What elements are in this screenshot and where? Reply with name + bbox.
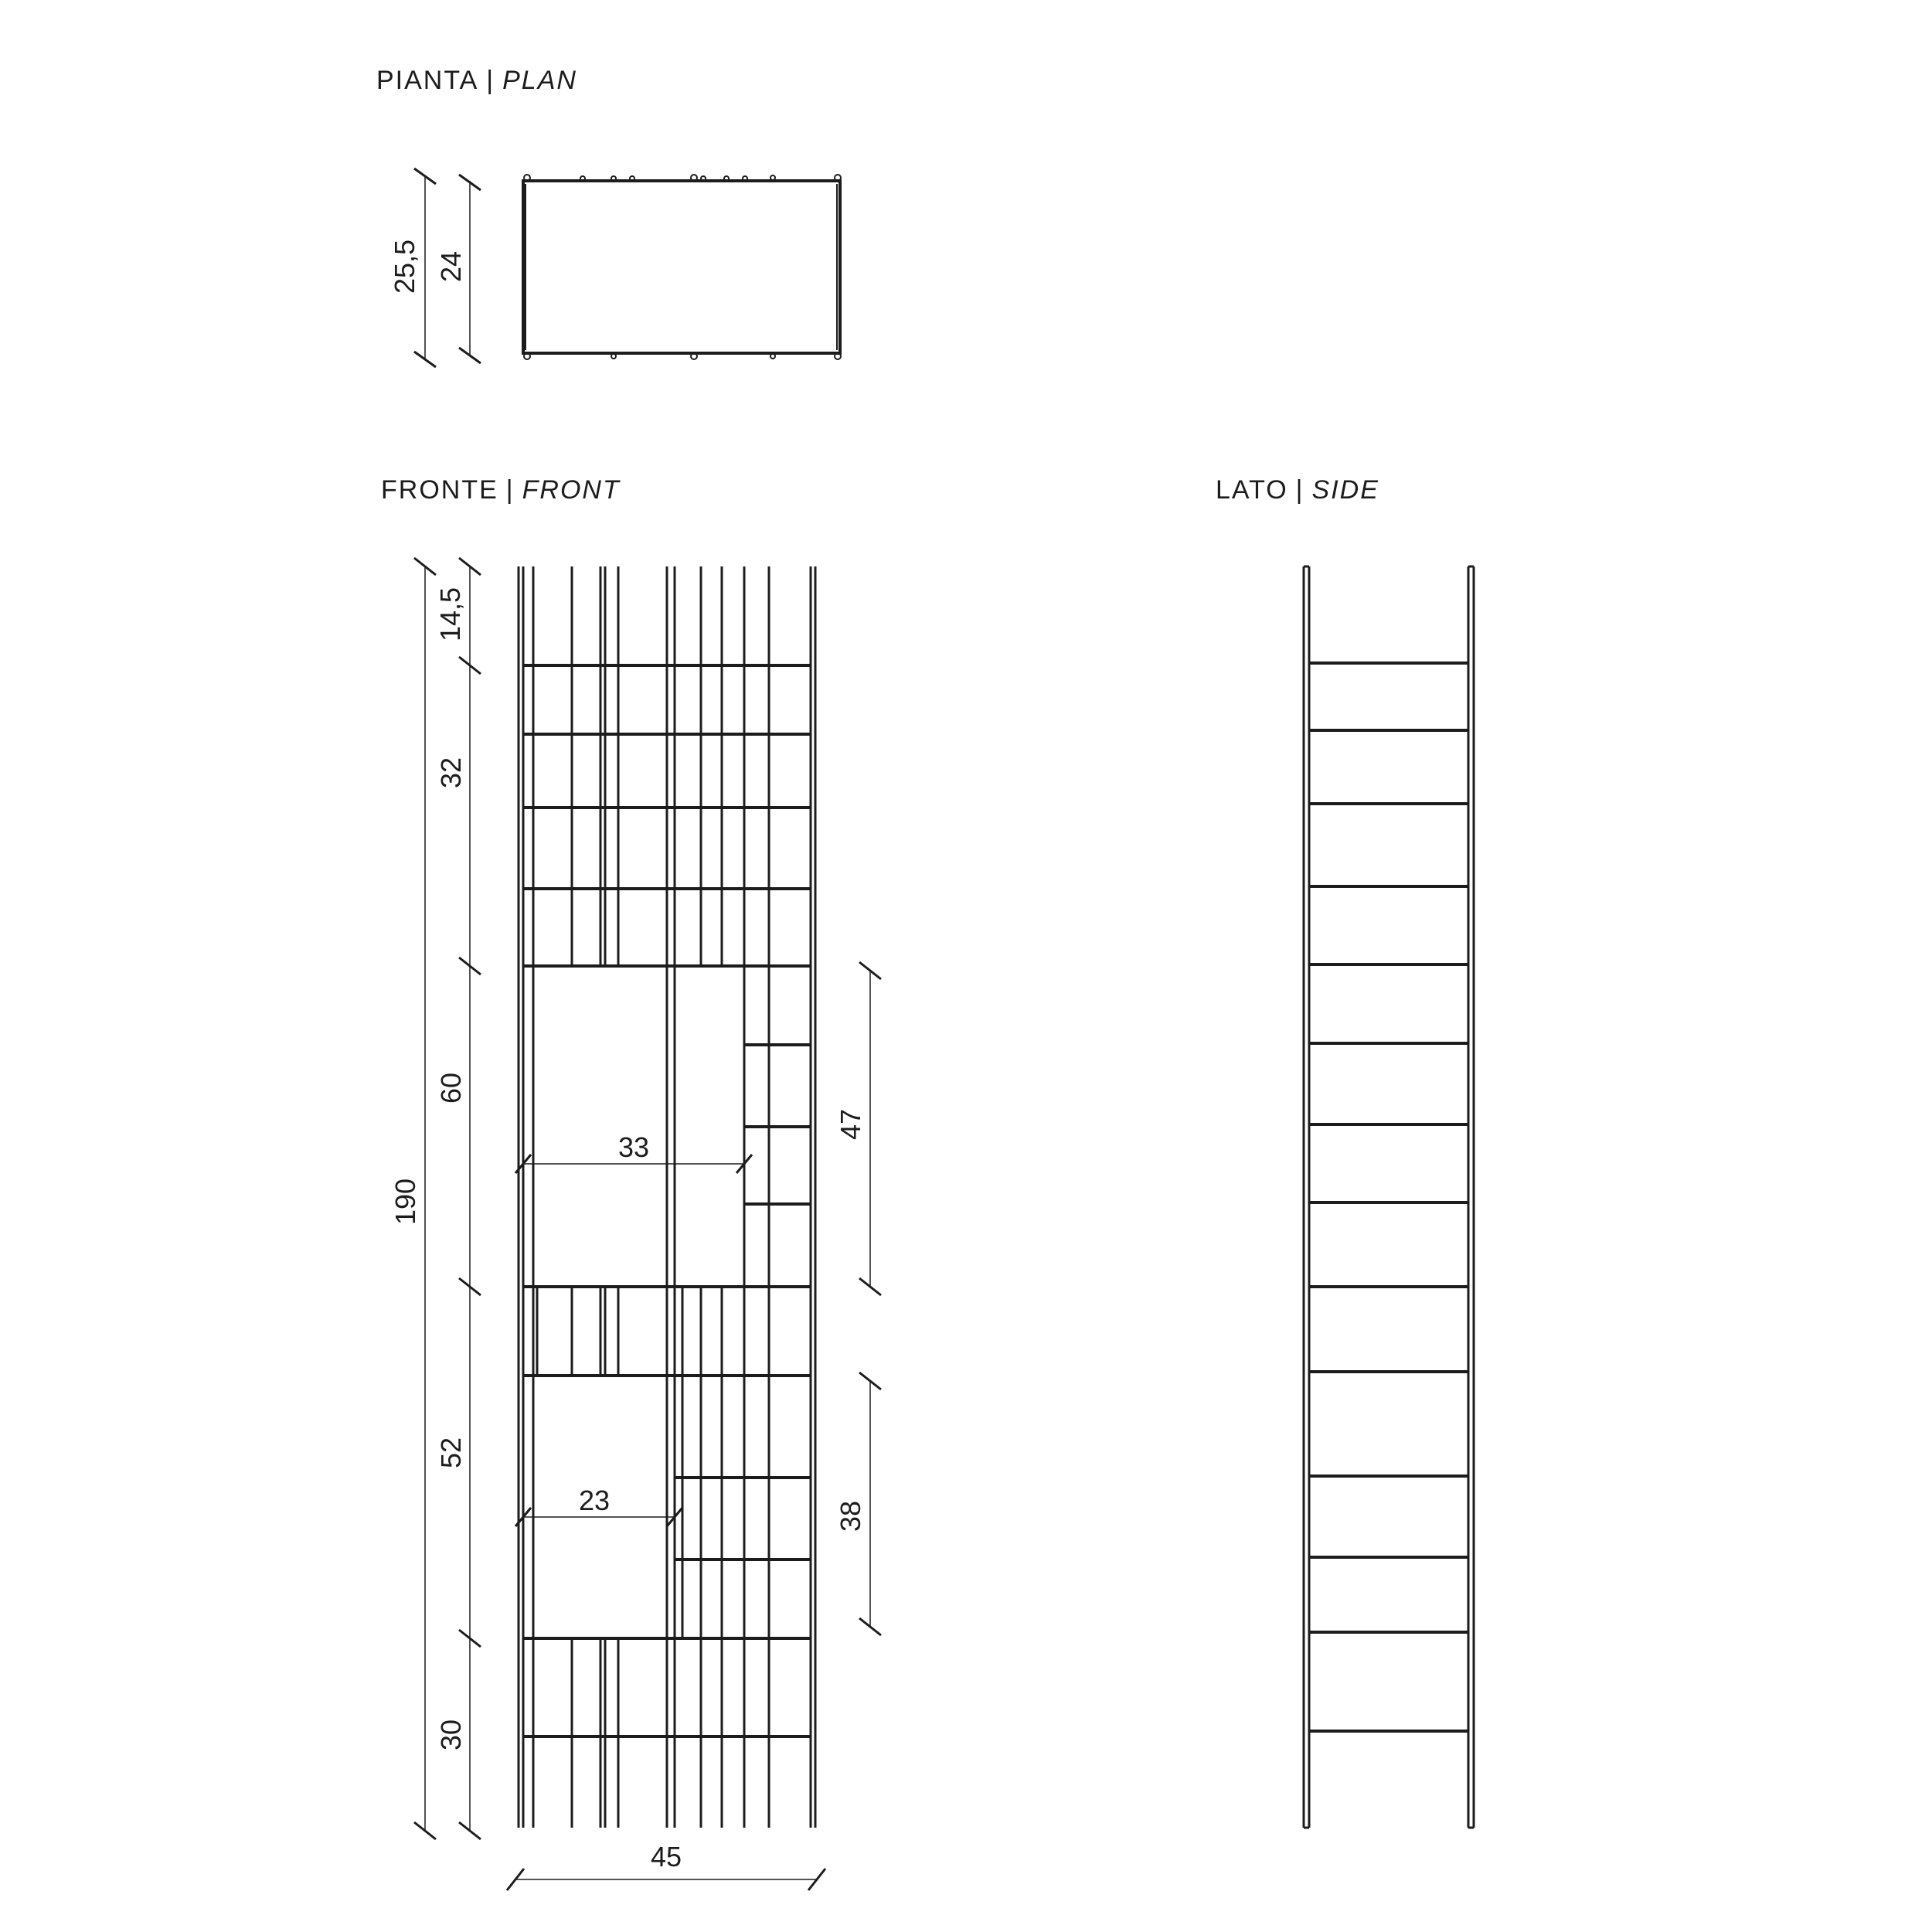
dim-top-section: 14,5 — [434, 587, 466, 642]
dim-section-3: 52 — [435, 1437, 467, 1469]
front-view — [389, 558, 881, 1890]
dim-right-upper: 47 — [835, 1108, 866, 1141]
plan-outline — [523, 181, 840, 353]
dim-section-2: 60 — [435, 1072, 467, 1104]
front-upper-uprights — [572, 566, 722, 966]
plan-post-marks — [524, 175, 841, 359]
plan-outer-depth-value: 25,5 — [389, 239, 420, 294]
plan-view — [389, 168, 841, 367]
plan-inner-depth-value: 24 — [435, 250, 467, 283]
dim-section-4: 30 — [435, 1719, 467, 1751]
dim-total-width: 45 — [650, 1841, 682, 1872]
front-middle-uprights — [537, 1287, 618, 1376]
front-title: FRONTE | FRONT — [381, 475, 621, 505]
front-lower-right-uprights — [682, 1287, 722, 1828]
plan-title: PIANTA | PLAN — [376, 66, 577, 95]
dim-section-1: 32 — [435, 757, 467, 789]
side-shelves — [1309, 663, 1468, 1731]
front-bottom-uprights — [572, 1638, 618, 1828]
front-right-shelves — [744, 1045, 811, 1204]
side-view — [1304, 566, 1474, 1828]
side-uprights — [1304, 566, 1474, 1828]
dim-right-lower: 38 — [835, 1500, 866, 1532]
side-title: LATO | SIDE — [1216, 475, 1379, 505]
dim-opening-upper: 33 — [617, 1131, 650, 1163]
dim-total-height: 190 — [389, 1178, 421, 1226]
dim-opening-lower: 23 — [578, 1485, 611, 1516]
